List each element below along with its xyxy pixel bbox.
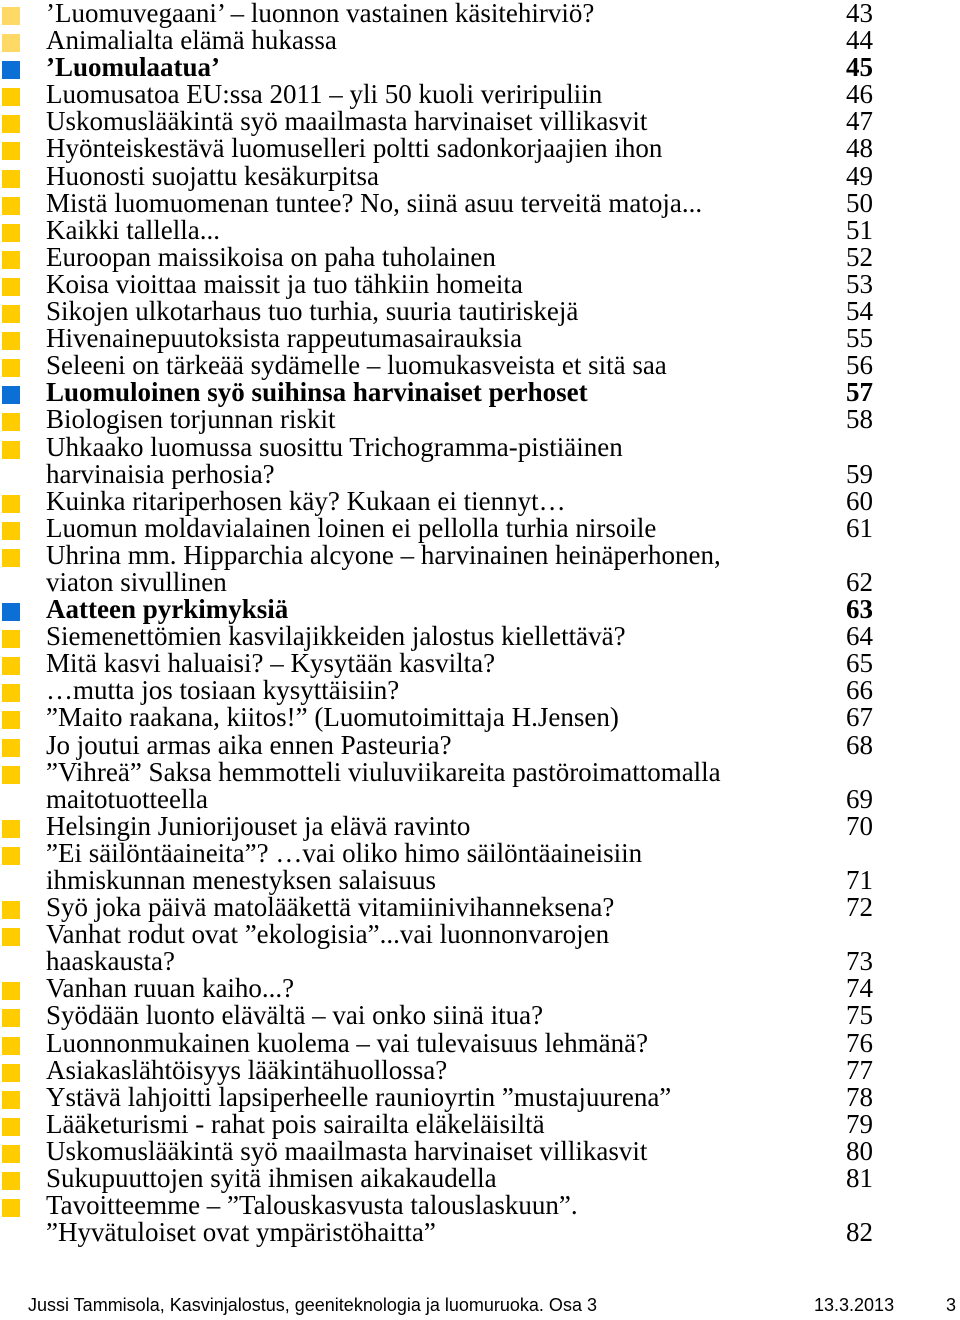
toc-entry (0, 512, 960, 543)
toc-entry-page-number: 58 (846, 404, 873, 435)
toc-entry-page-number: 65 (846, 648, 873, 679)
toc-entry-title: Lääketurismi - rahat pois sairailta eläkeläisiltä (46, 1108, 545, 1139)
square-bullet-icon (2, 820, 20, 838)
square-bullet-icon (2, 7, 20, 25)
toc-entry-page-number: 74 (846, 973, 873, 1004)
toc-entry (0, 650, 960, 677)
square-bullet-icon (2, 305, 20, 323)
toc-entry-title: ’Luomulaatua’ (46, 52, 221, 83)
toc-entry-page-number: 81 (846, 1163, 873, 1194)
toc-entry (0, 894, 960, 921)
toc-entry-title: Sikojen ulkotarhaus tuo turhia, suuria tautiriskejä (46, 296, 579, 327)
toc-entry-page-number: 45 (846, 52, 873, 83)
toc-entry (0, 352, 960, 379)
toc-entry-title: Luomun moldavialainen loinen ei pellolla turhia nirsoile (46, 512, 657, 543)
toc-entry-page-number: 51 (846, 214, 873, 245)
toc-entry (0, 214, 960, 245)
square-bullet-icon (2, 766, 20, 784)
toc-entry-page-number: 75 (846, 1000, 873, 1031)
toc-entry (0, 160, 960, 191)
square-bullet-icon (2, 522, 20, 540)
toc-entry-page-number: 69 (846, 783, 873, 814)
toc-entry-title: Sukupuuttojen syitä ihmisen aikakaudella (46, 1163, 497, 1194)
toc-entry-title: Euroopan maissikoisa on paha tuholainen (46, 241, 496, 272)
toc-entry-page-number: 49 (846, 160, 873, 191)
toc-entry-title: ”Vihreä” Saksa hemmotteli viuluviikareita pastöroimattomalla maitotuotteella (46, 756, 721, 814)
toc-entry-page-number: 72 (846, 892, 873, 923)
toc-entry (0, 1135, 960, 1166)
toc-entry-title: Kuinka ritariperhosen käy? Kukaan ei tiennyt… (46, 485, 566, 516)
toc-entry (0, 1192, 960, 1246)
toc-entry (0, 810, 960, 841)
toc-entry-title: Syödään luonto elävältä – vai onko siinä itua? (46, 1000, 544, 1031)
toc-entry-page-number: 50 (846, 187, 873, 218)
square-bullet-icon (2, 901, 20, 919)
toc-entry-page-number: 54 (846, 296, 873, 327)
square-bullet-icon (2, 142, 20, 160)
toc-entry-title: Uskomuslääkintä syö maailmasta harvinaiset villikasvit (46, 1135, 648, 1166)
square-bullet-icon (2, 1009, 20, 1027)
square-bullet-icon (2, 1037, 20, 1055)
toc-entry (0, 431, 960, 489)
footer-date: 13.3.2013 (814, 1295, 895, 1315)
toc-entry-page-number: 62 (846, 566, 873, 597)
toc-entry-page-number: 70 (846, 810, 873, 841)
square-bullet-icon (2, 115, 20, 133)
toc-entry (0, 1081, 960, 1112)
toc-entry-title: Ystävä lahjoitti lapsiperheelle raunioyrtin ”mustajuurena” (46, 1081, 672, 1112)
toc-entry-page-number: 80 (846, 1135, 873, 1166)
square-bullet-icon (2, 982, 20, 1000)
toc-entry-page-number: 61 (846, 512, 873, 543)
toc-entry-title: Luomusatoa EU:ssa 2011 – yli 50 kuoli veriripuliin (46, 79, 603, 110)
toc-entry (0, 1108, 960, 1139)
square-bullet-icon (2, 413, 20, 431)
toc-entry-page-number: 67 (846, 702, 873, 733)
toc-entry-page-number: 53 (846, 268, 873, 299)
square-bullet-icon (2, 684, 20, 702)
square-bullet-icon (2, 495, 20, 513)
square-bullet-icon (2, 928, 20, 946)
toc-entry (0, 596, 960, 623)
toc-entry-page-number: 60 (846, 485, 873, 516)
toc-entry-page-number: 66 (846, 675, 873, 706)
toc-entry-page-number: 44 (846, 25, 873, 56)
toc-entry-page-number: 56 (846, 350, 873, 381)
toc-entry-page-number: 48 (846, 133, 873, 164)
footer-author-title: Jussi Tammisola, Kasvinjalostus, geeniteknologia ja luomuruoka. Osa 3 (28, 1295, 597, 1315)
square-bullet-icon (2, 1145, 20, 1163)
square-bullet-icon (2, 657, 20, 675)
toc-entry (0, 27, 960, 54)
toc-entry (0, 54, 960, 81)
square-bullet-icon (2, 224, 20, 242)
square-bullet-icon (2, 549, 20, 567)
toc-entry-title: Biologisen torjunnan riskit (46, 404, 336, 435)
toc-entry (0, 1002, 960, 1029)
footer-page-number: 3 (946, 1295, 957, 1315)
toc-entry-page-number: 73 (846, 946, 873, 977)
toc-entry-title: Aatteen pyrkimyksiä (46, 594, 289, 625)
toc-entry-page-number: 59 (846, 458, 873, 489)
toc-entry-title: Hivenainepuutoksista rappeutumasairauksia (46, 323, 523, 354)
square-bullet-icon (2, 603, 20, 621)
toc-entry-title: Asiakaslähtöisyys lääkintähuollossa? (46, 1054, 448, 1085)
toc-entry (0, 268, 960, 299)
toc-entry-title: Siemenettömien kasvilajikkeiden jalostus kiellettävä? (46, 621, 626, 652)
square-bullet-icon (2, 197, 20, 215)
square-bullet-icon (2, 170, 20, 188)
toc-entry-title: Vanhan ruuan kaiho...? (46, 973, 295, 1004)
toc-entry (0, 756, 960, 814)
toc-entry-page-number: 55 (846, 323, 873, 354)
toc-entry-title: Mitä kasvi haluaisi? – Kysytään kasvilta? (46, 648, 496, 679)
square-bullet-icon (2, 1091, 20, 1109)
toc-entry-title: Seleeni on tärkeää sydämelle – luomukasveista et sitä saa (46, 350, 667, 381)
square-bullet-icon (2, 630, 20, 648)
toc-entry-page-number: 79 (846, 1108, 873, 1139)
toc-entry-page-number: 57 (846, 377, 873, 408)
toc-entry-page-number: 68 (846, 729, 873, 760)
toc-entry (0, 729, 960, 760)
toc-entry-title: Huonosti suojattu kesäkurpitsa (46, 160, 379, 191)
toc-entry-title: Kaikki tallella... (46, 214, 220, 245)
square-bullet-icon (2, 278, 20, 296)
square-bullet-icon (2, 1064, 20, 1082)
toc-entry-title: Luomuloinen syö suihinsa harvinaiset perhoset (46, 377, 588, 408)
toc-entry (0, 677, 960, 704)
toc-entry (0, 1165, 960, 1192)
toc-entry (0, 0, 960, 27)
toc-entry-page-number: 63 (846, 594, 873, 625)
page-footer (0, 1290, 960, 1320)
toc-entry-page-number: 46 (846, 79, 873, 110)
toc-entry-title: Tavoitteemme – ”Talouskasvusta talouslaskuun”. ”Hyvätuloiset ovat ympäristöhaitta” (46, 1190, 578, 1248)
square-bullet-icon (2, 359, 20, 377)
toc-entry (0, 325, 960, 352)
square-bullet-icon (2, 847, 20, 865)
toc-entry (0, 539, 960, 597)
toc-entry (0, 704, 960, 731)
toc-entry-title: ”Maito raakana, kiitos!” (Luomutoimittaja H.Jensen) (46, 702, 619, 733)
toc-entry-page-number: 82 (846, 1217, 873, 1248)
toc-entry-title: …mutta jos tosiaan kysyttäisiin? (46, 675, 400, 706)
toc-entry-title: Hyönteiskestävä luomuselleri poltti sadonkorjaajien ihon (46, 133, 663, 164)
toc-entry-title: Syö joka päivä matolääkettä vitamiinivihanneksena? (46, 892, 615, 923)
toc-entry-page-number: 78 (846, 1081, 873, 1112)
toc-entry-title: Luonnonmukainen kuolema – vai tulevaisuus lehmänä? (46, 1027, 649, 1058)
toc-entry (0, 379, 960, 406)
toc-entry (0, 1054, 960, 1085)
toc-entry-page-number: 52 (846, 241, 873, 272)
toc-entry-title: Animalialta elämä hukassa (46, 25, 337, 56)
square-bullet-icon (2, 1172, 20, 1190)
toc-entry-title: Uhrina mm. Hipparchia alcyone – harvinainen heinäperhonen, viaton sivullinen (46, 539, 721, 597)
square-bullet-icon (2, 1118, 20, 1136)
toc-entry (0, 187, 960, 218)
toc-entry-title: ’Luomuvegaani’ – luonnon vastainen käsitehirviö? (46, 0, 595, 28)
toc-entry (0, 921, 960, 975)
toc-entry (0, 298, 960, 325)
toc-entry (0, 108, 960, 135)
toc-entry-title: ”Ei säilöntäaineita”? …vai oliko himo säilöntäaineisiin ihmiskunnan menestyksen salaisuus (46, 837, 643, 895)
toc-entry-title: Uskomuslääkintä syö maailmasta harvinaiset villikasvit (46, 106, 648, 137)
square-bullet-icon (2, 34, 20, 52)
square-bullet-icon (2, 88, 20, 106)
toc-entry (0, 241, 960, 272)
square-bullet-icon (2, 386, 20, 404)
square-bullet-icon (2, 739, 20, 757)
square-bullet-icon (2, 251, 20, 269)
square-bullet-icon (2, 1199, 20, 1217)
toc-entry-title: Uhkaako luomussa suosittu Trichogramma-pistiäinen harvinaisia perhosia? (46, 431, 623, 489)
toc-entry (0, 1027, 960, 1058)
toc-entry-title: Jo joutui armas aika ennen Pasteuria? (46, 729, 452, 760)
toc-entry (0, 485, 960, 516)
square-bullet-icon (2, 441, 20, 459)
toc-entry (0, 406, 960, 433)
toc-entry-title: Helsingin Juniorijouset ja elävä ravinto (46, 810, 471, 841)
toc-entry (0, 135, 960, 162)
toc-entry-page-number: 71 (846, 865, 873, 895)
square-bullet-icon (2, 61, 20, 79)
toc-entry-title: Vanhat rodut ovat ”ekologisia”...vai luonnonvarojen haaskausta? (46, 919, 610, 977)
toc-entry-page-number: 77 (846, 1054, 873, 1085)
toc-entry (0, 975, 960, 1002)
toc-entry (0, 81, 960, 108)
toc-entry-page-number: 43 (846, 0, 873, 28)
toc-entry-title: Mistä luomuomenan tuntee? No, siinä asuu terveitä matoja... (46, 187, 703, 218)
square-bullet-icon (2, 711, 20, 729)
toc-entry-page-number: 47 (846, 106, 873, 137)
toc-entry (0, 837, 960, 895)
toc-entry-title: Koisa vioittaa maissit ja tuo tähkiin homeita (46, 268, 523, 299)
toc-entry-page-number: 76 (846, 1027, 873, 1058)
square-bullet-icon (2, 332, 20, 350)
toc-entry (0, 623, 960, 650)
toc-entry-page-number: 64 (846, 621, 873, 652)
